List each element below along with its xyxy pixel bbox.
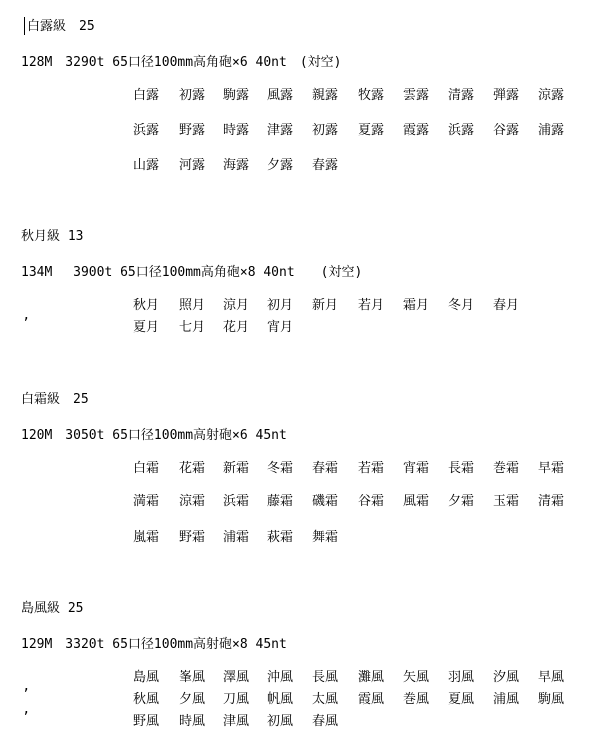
ship-name: 花霜 <box>178 461 205 476</box>
ship-name: 谷霜 <box>357 494 384 509</box>
spec-line-shimakaze: 129M 3320t 65口径100mm高射砲×8 45nt <box>21 637 287 652</box>
ship-name: 浜露 <box>447 123 474 138</box>
class-header-shimakaze: 島風級 25 <box>21 601 84 616</box>
ship-name: 七月 <box>178 320 205 335</box>
ship-name: 霞風 <box>357 692 384 707</box>
margin-mark: ’ <box>22 687 30 702</box>
margin-mark: ’ <box>22 710 30 725</box>
ship-name: 灘風 <box>357 670 384 685</box>
ship-name: 春月 <box>492 298 519 313</box>
spec-line-akizuki: 134M 3900t 65口径100mm高角砲×8 40nt (対空) <box>21 265 363 280</box>
ship-name: 時風 <box>178 714 205 729</box>
ship-name: 藤霜 <box>266 494 293 509</box>
ship-name: 野露 <box>178 123 205 138</box>
ship-name: 浦霜 <box>222 530 249 545</box>
ship-name: 風露 <box>266 88 293 103</box>
ship-name: 浦風 <box>492 692 519 707</box>
ship-name: 満霜 <box>132 494 159 509</box>
ship-name: 峯風 <box>178 670 205 685</box>
ship-name: 嵐霜 <box>132 530 159 545</box>
ship-name: 夏風 <box>447 692 474 707</box>
ship-name: 春露 <box>311 158 338 173</box>
ship-name: 浜露 <box>132 123 159 138</box>
ship-name: 若霜 <box>357 461 384 476</box>
ship-name: 浦露 <box>537 123 564 138</box>
ship-name: 夕露 <box>266 158 293 173</box>
ship-name: 清露 <box>447 88 474 103</box>
spec-line-shirashimo: 120M 3050t 65口径100mm高射砲×6 45nt <box>21 428 287 443</box>
ship-name: 羽風 <box>447 670 474 685</box>
ship-name: 冬月 <box>447 298 474 313</box>
ship-name: 谷露 <box>492 123 519 138</box>
ship-name: 牧露 <box>357 88 384 103</box>
ship-name: 霜月 <box>402 298 429 313</box>
ship-name: 秋月 <box>132 298 159 313</box>
ship-name: 春風 <box>311 714 338 729</box>
ship-name: 帆風 <box>266 692 293 707</box>
ship-name: 夕風 <box>178 692 205 707</box>
ship-name: 涼露 <box>537 88 564 103</box>
ship-name: 新霜 <box>222 461 249 476</box>
ship-name: 照月 <box>178 298 205 313</box>
ship-name: 弾露 <box>492 88 519 103</box>
ship-name: 新月 <box>311 298 338 313</box>
text-cursor <box>24 17 25 35</box>
ship-name: 長風 <box>311 670 338 685</box>
ship-name: 澤風 <box>222 670 249 685</box>
ship-name: 海露 <box>222 158 249 173</box>
ship-name: 河露 <box>178 158 205 173</box>
ship-name: 浜霜 <box>222 494 249 509</box>
ship-name: 津風 <box>222 714 249 729</box>
ship-name: 駒風 <box>537 692 564 707</box>
ship-name: 霞露 <box>402 123 429 138</box>
ship-name: 磯霜 <box>311 494 338 509</box>
ship-name: 夏露 <box>357 123 384 138</box>
ship-name: 野風 <box>132 714 159 729</box>
ship-name: 若月 <box>357 298 384 313</box>
ship-name: 野霜 <box>178 530 205 545</box>
ship-name: 冬霜 <box>266 461 293 476</box>
ship-name: 清霜 <box>537 494 564 509</box>
ship-name: 初風 <box>266 714 293 729</box>
ship-name: 駒露 <box>222 88 249 103</box>
ship-name: 山露 <box>132 158 159 173</box>
ship-name: 雲露 <box>402 88 429 103</box>
ship-name: 時露 <box>222 123 249 138</box>
ship-name: 沖風 <box>266 670 293 685</box>
ship-name: 巻風 <box>402 692 429 707</box>
ship-name: 玉霜 <box>492 494 519 509</box>
ship-name: 初露 <box>178 88 205 103</box>
ship-name: 白霜 <box>132 461 159 476</box>
ship-name: 春霜 <box>311 461 338 476</box>
spec-line-shiratsuyu: 128M 3290t 65口径100mm高角砲×6 40nt (対空) <box>21 55 342 70</box>
ship-name: 初露 <box>311 123 338 138</box>
ship-name: 早風 <box>537 670 564 685</box>
ship-name: 白露 <box>132 88 159 103</box>
ship-name: 涼月 <box>222 298 249 313</box>
class-header-akizuki: 秋月級 13 <box>21 229 84 244</box>
class-header-shirashimo: 白霜級 25 <box>21 392 89 407</box>
ship-name: 島風 <box>132 670 159 685</box>
ship-name: 宵月 <box>266 320 293 335</box>
ship-name: 長霜 <box>447 461 474 476</box>
ship-name: 太風 <box>311 692 338 707</box>
ship-name: 津露 <box>266 123 293 138</box>
ship-name: 花月 <box>222 320 249 335</box>
ship-name: 親露 <box>311 88 338 103</box>
ship-name: 舞霜 <box>311 530 338 545</box>
ship-name: 刀風 <box>222 692 249 707</box>
ship-name: 風霜 <box>402 494 429 509</box>
ship-name: 矢風 <box>402 670 429 685</box>
margin-mark: ’ <box>22 316 30 331</box>
ship-name: 夏月 <box>132 320 159 335</box>
ship-name: 早霜 <box>537 461 564 476</box>
ship-name: 巻霜 <box>492 461 519 476</box>
ship-name: 萩霜 <box>266 530 293 545</box>
ship-name: 秋風 <box>132 692 159 707</box>
ship-name: 涼霜 <box>178 494 205 509</box>
ship-name: 夕霜 <box>447 494 474 509</box>
ship-name: 宵霜 <box>402 461 429 476</box>
ship-name: 汐風 <box>492 670 519 685</box>
class-header-shiratsuyu: 白露級 25 <box>27 19 95 34</box>
ship-name: 初月 <box>266 298 293 313</box>
